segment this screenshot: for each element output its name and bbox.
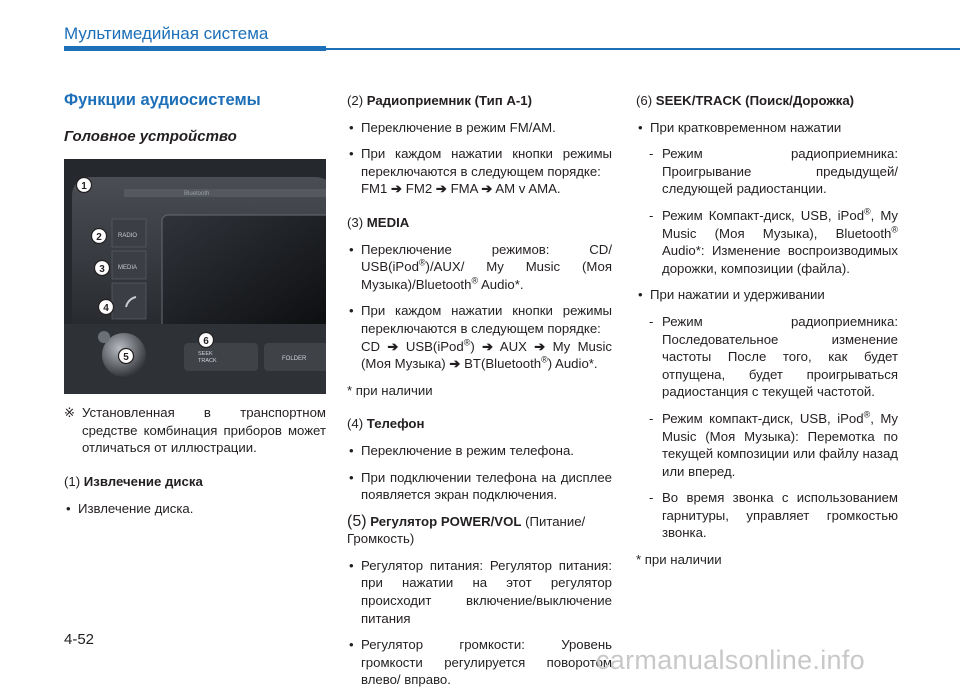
header-title: Мультимедийная система xyxy=(64,24,269,43)
bluetooth-label: Bluetooth xyxy=(184,191,210,198)
item1-heading: (1) Извлечение диска xyxy=(64,473,203,489)
item6-bullet-2: • При нажатии и удерживании xyxy=(636,286,898,304)
illustration-note xyxy=(64,404,326,457)
item6-bullet-1: • При кратковременном нажатии xyxy=(636,119,898,137)
watermark: carmanualsonline.info xyxy=(596,645,865,675)
svg-text:1: 1 xyxy=(81,181,87,193)
item1-bullet-1: • Извлечение диска. xyxy=(64,500,326,518)
callout-5 xyxy=(119,349,134,364)
col3-footnote: * при наличии xyxy=(636,552,722,568)
column-2 xyxy=(347,92,612,689)
svg-text:6: 6 xyxy=(203,336,209,348)
col2-footnote: * при наличии xyxy=(347,382,433,398)
item6-dash-2: - Режим Компакт-диск, USB, iPod®, My Music (Моя Музыка), Bluetooth® Audio*: Изменение воспроизводимых дорожки, композиции (файла). xyxy=(636,207,898,277)
item2-bullet-1: • Переключение в режим FM/AM. xyxy=(347,119,612,137)
item2-bullet-2: • При каждом нажатии кнопки режимы переключаются в следующем порядке: FM1 ➔ FM2 ➔ FMA ➔ AM v AMA. xyxy=(347,145,612,198)
item6-dash-4: - Режим компакт-диск, USB, iPod®, My Music (Моя Музыка): Перемотка по текущей композиции или файлу назад или вперед. xyxy=(636,410,898,480)
item6-dash-1: - Режим радиоприемника: Проигрывание предыдущей/следующей радиостанции. xyxy=(636,145,898,198)
item4-bullet-2: • При подключении телефона на дисплее появляется экран подключения. xyxy=(347,469,612,504)
svg-text:3: 3 xyxy=(99,264,105,276)
callout-6 xyxy=(199,333,214,348)
item3-heading: (3) MEDIA xyxy=(347,214,410,230)
radio-button-label: RADIO xyxy=(118,233,138,240)
item4-heading: (4) Телефон xyxy=(347,416,425,432)
item5-heading: (5) Регулятор POWER/VOL (Питание/ Громкость) xyxy=(347,512,586,547)
track-label: TRACK xyxy=(198,358,217,365)
svg-text:4: 4 xyxy=(103,303,109,315)
callout-1 xyxy=(77,178,92,193)
svg-text:5: 5 xyxy=(123,352,129,364)
display-screen xyxy=(162,215,326,329)
callout-4 xyxy=(99,300,114,315)
item3-bullet-1: • Переключение режимов: CD/ USB(iPod®)/AUX/ My Music (Моя Музыка)/Bluetooth® Audio*. xyxy=(347,241,612,294)
section-title: Функции аудиосистемы xyxy=(64,91,261,109)
note-symbol: ※ xyxy=(64,405,76,421)
callout-2 xyxy=(92,229,107,244)
column-3 xyxy=(636,92,898,569)
head-unit-illustration xyxy=(64,159,326,394)
subsection-title: Головное устройство xyxy=(64,127,237,145)
item6-heading: (6) SEEK/TRACK (Поиск/Дорожка) xyxy=(636,93,855,108)
folder-label: FOLDER xyxy=(282,356,307,363)
header-line xyxy=(326,48,960,50)
callout-3 xyxy=(95,261,110,276)
column-1 xyxy=(64,92,326,517)
note-text: Установленная в транспортном средстве комбинация приборов может отличаться от иллюстрации. xyxy=(82,405,326,456)
seek-label: SEEK xyxy=(198,351,213,358)
media-button-label: MEDIA xyxy=(118,265,138,272)
item6-dash-5: - Во время звонка с использованием гарнитуры, управляет громкостью звонка. xyxy=(636,489,898,542)
item6-dash-3: - Режим радиоприемника: Последовательное изменение частоты После того, как будет отпущена, будет проигрываться радиостанция с текущей частотой. xyxy=(636,313,898,401)
item2-heading: (2) Радиоприемник (Тип A-1) xyxy=(347,93,532,108)
head-unit-figure xyxy=(64,159,326,394)
item4-bullet-1: • Переключение в режим телефона. xyxy=(347,442,612,460)
item3-bullet-2: • При каждом нажатии кнопки режимы переключаются в следующем порядке: CD ➔ USB(iPod®) ➔ AUX ➔ My Music (Моя Музыка) ➔ BT(Bluetooth®) Audio*. xyxy=(347,302,612,372)
page-number: 4-52 xyxy=(64,631,95,648)
item5-bullet-2: • Регулятор громкости: Уровень громкости регулируется поворотом влево/ вправо. xyxy=(347,636,612,689)
item5-bullet-1: • Регулятор питания: Регулятор питания: при нажатии на этот регулятор происходит включение/выключение питания xyxy=(347,557,612,627)
svg-text:2: 2 xyxy=(96,232,102,244)
eject-button xyxy=(98,331,110,343)
seek-track-button xyxy=(184,343,258,371)
header-bar xyxy=(64,46,326,51)
